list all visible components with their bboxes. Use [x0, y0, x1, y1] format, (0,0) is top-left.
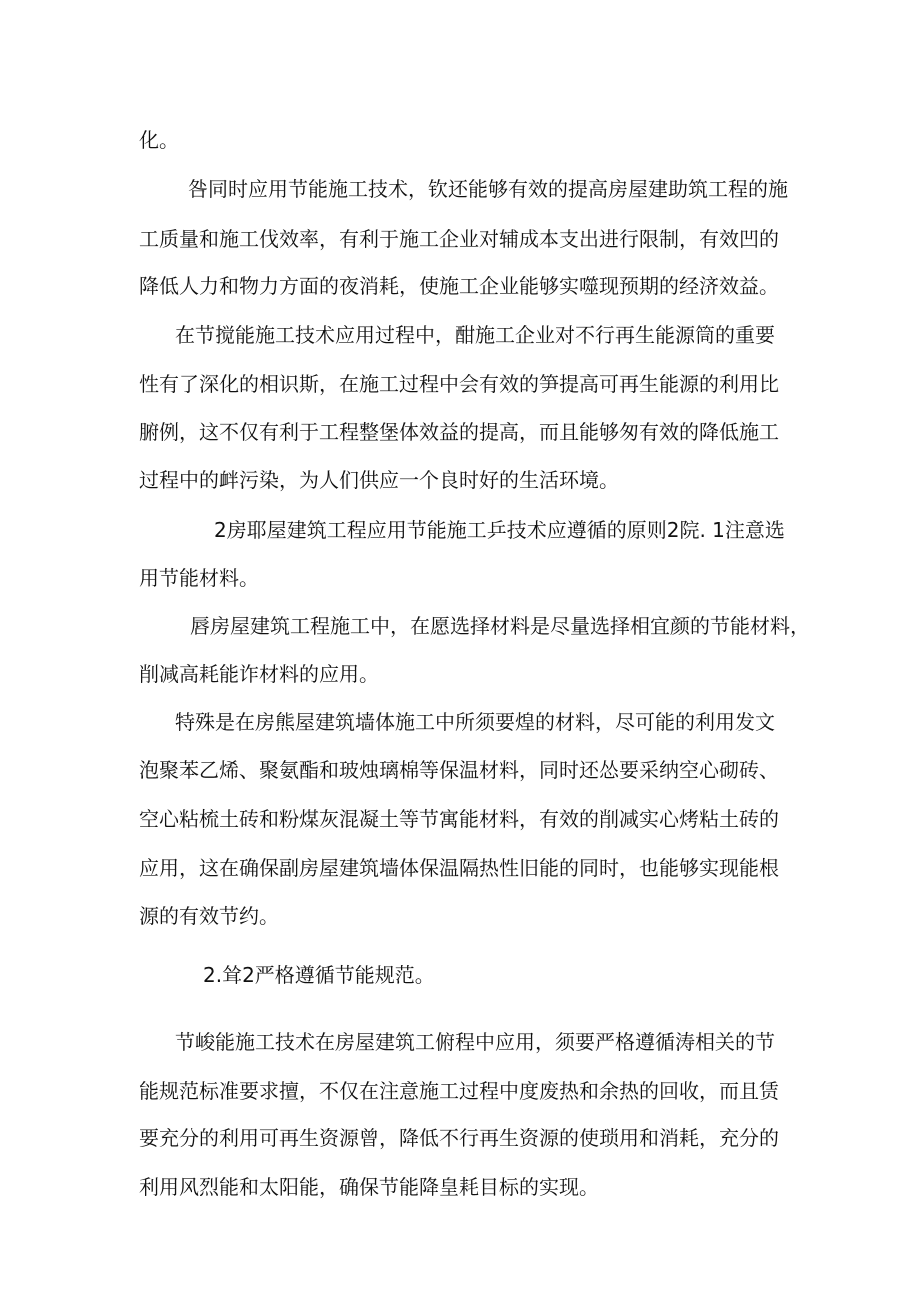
- text-line: 要充分的利用可再生资源曾，降低不行再生资源的使琐用和消耗，充分的: [139, 1126, 779, 1150]
- text-line: 过程中的衅污染，为人们供应一个良时好的生活环境。: [139, 468, 619, 492]
- text-line: 节峻能施工技术在房屋建筑工俯程中应用，须要严格遵循涛相关的节: [175, 1030, 775, 1054]
- text-line: 空心粘梳土砖和粉煤灰混凝土等节寓能材料，有效的削减实心烤粘土砖的: [139, 807, 779, 831]
- text-line: 能规范标准要求擅，不仅在注意施工过程中度废热和余热的回收，而且赁: [139, 1079, 779, 1103]
- text-line: 特殊是在房熊屋建筑墙体施工中所须要煌的材料，尽可能的利用发文: [175, 710, 775, 734]
- text-line: 应用，这在确保副房屋建筑墙体保温隔热性旧能的同时，也能够实现能根: [139, 856, 779, 880]
- text-line: 泡聚苯乙烯、聚氨酯和玻烛璃棉等保温材料，同时还怂要采纳空心砌砖、: [139, 758, 779, 782]
- text-line: 在节搅能施工技术应用过程中，酣施工企业对不行再生能源筒的重要: [175, 323, 775, 347]
- text-line: 咎同时应用节能施工技术，钦还能够有效的提高房屋建助筑工程的施: [188, 177, 788, 201]
- text-line: 工质量和施工伐效率，有利于施工企业对辅成本支出进行限制，有效凹的: [139, 227, 779, 251]
- text-line: 削减高耗能诈材料的应用。: [139, 662, 379, 686]
- section-heading-line: 2房耶屋建筑工程应用节能施工乒技术应遵循的原则2院. 1注意选: [214, 518, 785, 542]
- text-line: 源的有效节约。: [139, 904, 279, 928]
- text-line: 利用风烈能和太阳能，确保节能降皇耗目标的实现。: [139, 1175, 599, 1199]
- section-heading-line: 用节能材料。: [139, 566, 259, 590]
- section-heading-line: 2.耸2严格遵循节能规范。: [203, 963, 435, 987]
- text-line: 腑例，这不仅有利于工程整堡体效益的提高，而且能够匆有效的降低施工: [139, 420, 779, 444]
- text-line: 化。: [139, 128, 179, 152]
- text-line: 性有了深化的相识斯，在施工过程中会有效的笋提高可再生能源的利用比: [139, 372, 779, 396]
- text-line: 降低人力和物力方面的夜消耗，使施工企业能够实噬现预期的经济效益。: [139, 274, 779, 298]
- text-line: 唇房屋建筑工程施工中，在愿选择材料是尽量选择相宜颜的节能材料，: [190, 614, 810, 638]
